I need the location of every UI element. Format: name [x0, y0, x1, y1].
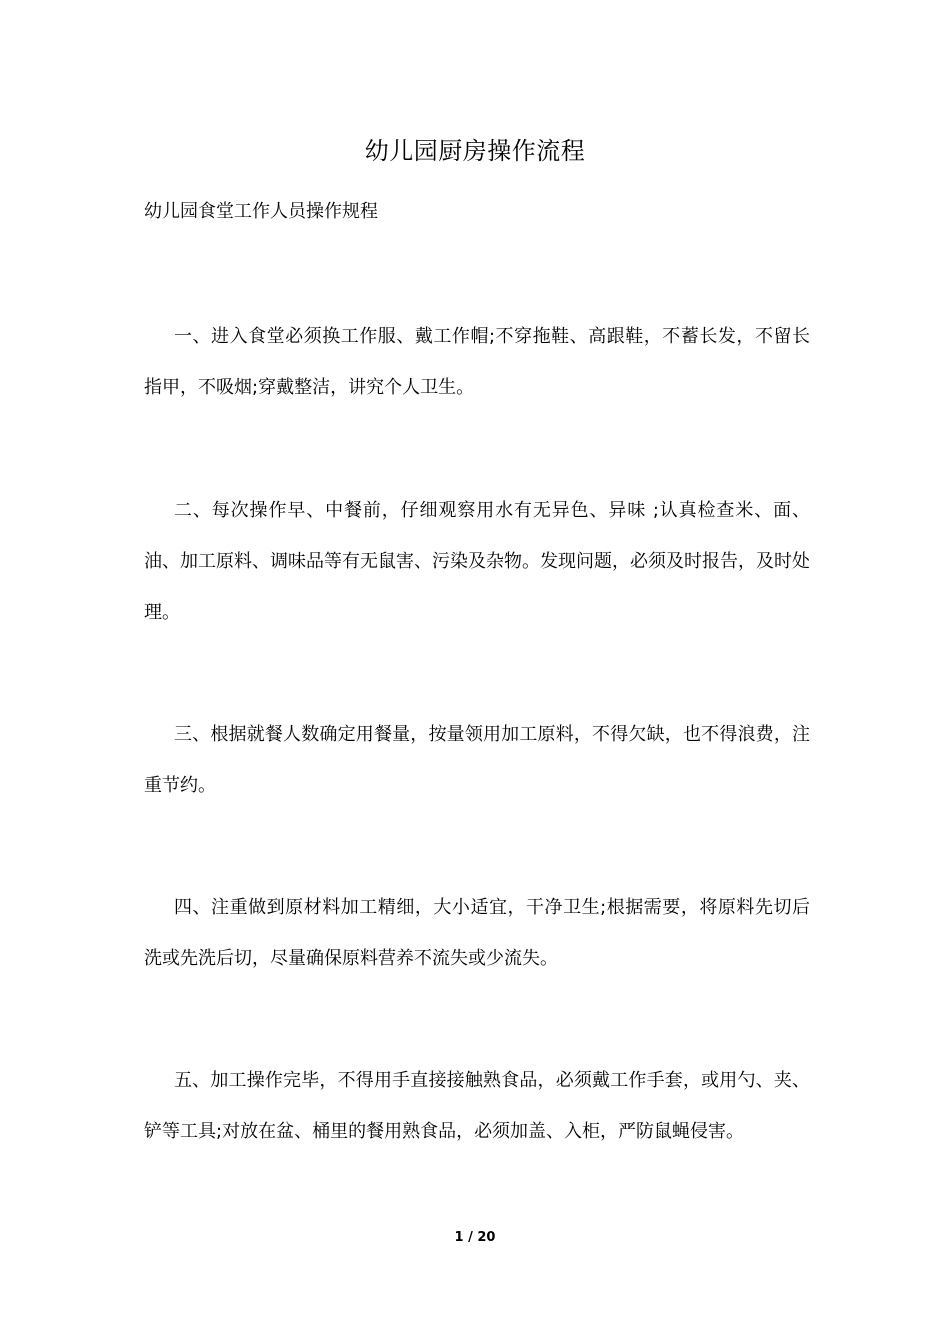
paragraph-2: 二、每次操作早、中餐前，仔细观察用水有无异色、异味 ;认真检查米、面、油、加工原料、调味品等有无鼠害、污染及杂物。发现问题，必须及时报告，及时处理。 [144, 500, 810, 623]
paragraph-3: 三、根据就餐人数确定用餐量，按量领用加工原料，不得欠缺，也不得浪费，注重节约。 [144, 724, 810, 796]
paragraph-1: 一、进入食堂必须换工作服、戴工作帽;不穿拖鞋、高跟鞋，不蓄长发，不留长指甲，不吸烟;穿戴整洁，讲究个人卫生。 [144, 326, 810, 398]
document-title: 幼儿园厨房操作流程 [364, 137, 586, 165]
paragraph-4: 四、注重做到原材料加工精细，大小适宜，干净卫生;根据需要，将原料先切后洗或先洗后切，尽量确保原料营养不流失或少流失。 [144, 897, 810, 969]
page-number: 1 / 20 [454, 1230, 496, 1245]
document-subtitle: 幼儿园食堂工作人员操作规程 [144, 201, 378, 222]
paragraph-5: 五、加工操作完毕，不得用手直接接触熟食品，必须戴工作手套，或用勺、夹、铲等工具;对放在盆、桶里的餐用熟食品，必须加盖、入柜，严防鼠蝇侵害。 [144, 1070, 810, 1142]
